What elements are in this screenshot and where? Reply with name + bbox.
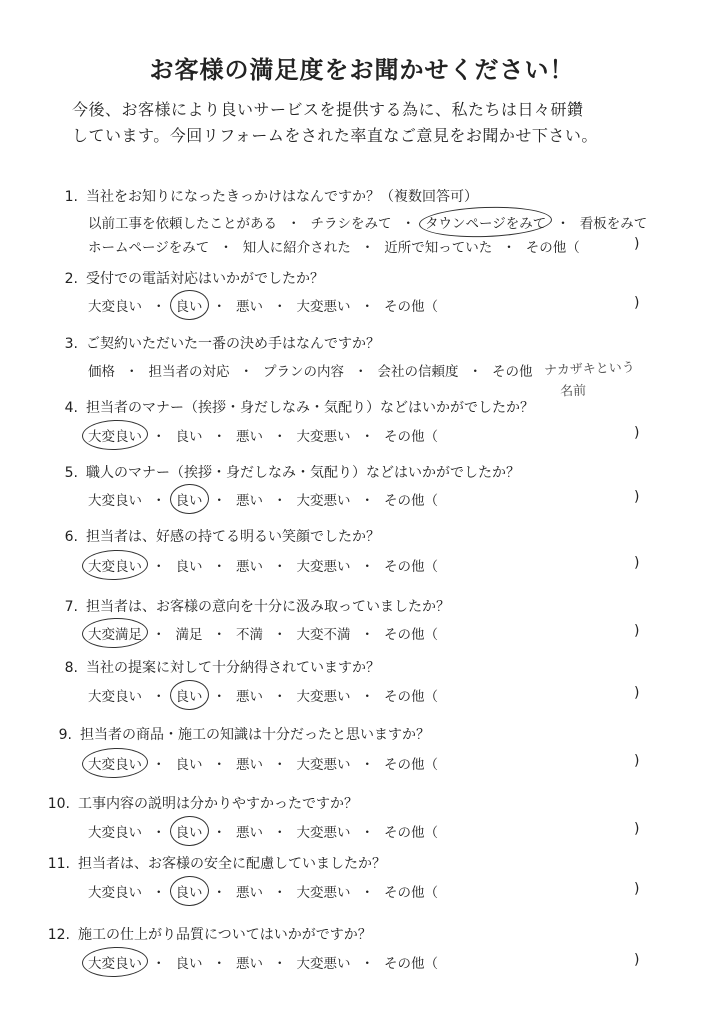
option-circled[interactable]: 大変良い [88, 425, 142, 445]
option-circled[interactable]: 良い [176, 881, 203, 901]
option[interactable]: 大変悪い [296, 689, 351, 705]
answer-row-q11: 大変良い ・ 良い ・ 悪い ・ 大変悪い ・ その他（ [88, 881, 438, 901]
page-title: お客様の満足度をお聞かせください！ [149, 56, 575, 84]
answer-row-q10: 大変良い ・ 良い ・ 悪い ・ 大変悪い ・ その他（ [88, 821, 438, 841]
option[interactable]: 大変良い [88, 493, 142, 509]
question-number: 7. [64, 599, 78, 615]
option[interactable]: 大変悪い [296, 885, 351, 901]
option[interactable]: 大変良い [88, 299, 142, 315]
question-number: 2. [64, 271, 78, 287]
option[interactable]: 悪い [236, 885, 263, 901]
option[interactable]: 大変悪い [296, 493, 351, 509]
answer-row-q2: 大変良い ・ 良い ・ 悪い ・ 大変悪い ・ その他（ [88, 295, 438, 315]
question-number: 3. [64, 336, 78, 352]
question-9 [52, 724, 430, 744]
option[interactable]: 悪い [236, 559, 263, 575]
answer-row-q1-line2: ホームページをみて ・ 知人に紹介された ・ 近所で知っていた ・ その他（ [88, 236, 580, 256]
answer-row-q4: 大変良い ・ 良い ・ 悪い ・ 大変悪い ・ その他（ [88, 425, 438, 445]
question-3 [58, 333, 380, 353]
question-text: 受付での電話対応はいかがでしたか？ [86, 271, 324, 287]
question-text: 担当者は、好感の持てる明るい笑顔でしたか？ [86, 529, 380, 545]
option[interactable]: その他（ [384, 689, 438, 705]
option[interactable]: 良い [175, 757, 203, 773]
option[interactable]: その他（ [525, 240, 580, 256]
option[interactable]: 大変悪い [296, 956, 351, 972]
option[interactable]: 大変悪い [296, 429, 351, 445]
option[interactable]: 悪い [236, 825, 263, 841]
option[interactable]: その他（ [384, 429, 438, 445]
option[interactable]: 悪い [236, 299, 263, 315]
close-paren: ) [634, 881, 640, 897]
option[interactable]: 価格 [88, 364, 115, 380]
question-8 [58, 657, 380, 677]
option[interactable]: 大変良い [88, 885, 142, 901]
option[interactable]: その他（ [384, 956, 438, 972]
option[interactable]: ホームページをみて [88, 240, 210, 256]
close-paren: ) [634, 753, 640, 769]
answer-row-q8: 大変良い ・ 良い ・ 悪い ・ 大変悪い ・ その他（ [88, 685, 438, 705]
option[interactable]: 大変悪い [296, 559, 351, 575]
answer-row-q7: 大変満足 ・ 満足 ・ 不満 ・ 大変不満 ・ その他（ [88, 623, 438, 643]
option[interactable]: 悪い [236, 956, 263, 972]
answer-row-q9: 大変良い ・ 良い ・ 悪い ・ 大変悪い ・ その他（ [88, 753, 438, 773]
option[interactable]: その他（ [384, 493, 438, 509]
answer-row-q6: 大変良い ・ 良い ・ 悪い ・ 大変悪い ・ その他（ [88, 555, 438, 575]
close-paren: ) [634, 295, 640, 311]
option-circled[interactable]: 良い [176, 295, 203, 315]
handwritten-note: ナカザキという [543, 360, 636, 379]
question-11 [40, 853, 386, 873]
option[interactable]: 大変悪い [296, 825, 351, 841]
option[interactable]: その他（ [384, 825, 438, 841]
close-paren: ) [634, 623, 640, 639]
option[interactable]: 大変悪い [296, 299, 351, 315]
question-text: 担当者は、お客様の安全に配慮していましたか？ [78, 856, 386, 872]
option[interactable]: 会社の信頼度 [377, 364, 459, 380]
answer-row-q1-line1: 以前工事を依頼したことがある ・ チラシをみて ・ タウンページをみて ・ 看板をみて [88, 212, 647, 232]
intro-line: 今後、お客様により良いサービスを提供する為に、私たちは日々研鑽 [72, 100, 584, 119]
option[interactable]: 近所で知っていた [384, 240, 493, 256]
option[interactable]: 大変悪い [296, 757, 351, 773]
question-2 [58, 268, 324, 288]
close-paren: ) [634, 685, 640, 701]
option[interactable]: 良い [175, 559, 203, 575]
question-text: 当社の提案に対して十分納得されていますか？ [86, 660, 380, 676]
question-number: 10. [47, 796, 70, 812]
question-number: 11. [47, 856, 70, 872]
question-text: 担当者のマナー（挨拶・身だしなみ・気配り）などはいかがでしたか？ [86, 400, 534, 416]
question-text: 施工の仕上がり品質についてはいかがですか？ [78, 927, 372, 943]
option[interactable]: 良い [175, 429, 203, 445]
question-text: 職人のマナー（挨拶・身だしなみ・気配り）などはいかがでしたか？ [86, 465, 520, 481]
question-text: 担当者の商品・施工の知識は十分だったと思いますか？ [80, 727, 430, 743]
option[interactable]: 看板をみて [579, 216, 648, 232]
option[interactable]: その他（ [384, 627, 438, 643]
option[interactable]: チラシをみて [310, 216, 392, 232]
close-paren: ) [634, 821, 640, 837]
option[interactable]: 大変良い [88, 825, 142, 841]
option[interactable]: 良い [175, 956, 203, 972]
question-number: 4. [64, 400, 78, 416]
intro-line: しています。今回リフォームをされた率直なご意見をお聞かせ下さい。 [72, 126, 598, 145]
question-12 [40, 924, 372, 944]
close-paren: ) [634, 555, 640, 571]
close-paren: ) [634, 489, 640, 505]
option-circled[interactable]: 良い [176, 821, 203, 841]
answer-row-q5: 大変良い ・ 良い ・ 悪い ・ 大変悪い ・ その他（ [88, 489, 438, 509]
question-number: 5. [64, 465, 78, 481]
handwritten-note: 名前 [559, 383, 587, 400]
option[interactable]: 大変不満 [296, 627, 351, 643]
question-4 [58, 397, 534, 417]
option-circled[interactable]: 大変満足 [88, 623, 142, 643]
question-number: 8. [64, 660, 78, 676]
option[interactable]: 担当者の対応 [148, 364, 230, 380]
option[interactable]: 満足 [175, 627, 203, 643]
option[interactable]: プランの内容 [263, 364, 344, 380]
option[interactable]: その他（ [384, 757, 438, 773]
close-paren: ) [634, 425, 640, 441]
question-text: 当社をお知りになったきっかけはなんですか？（複数回答可） [86, 189, 478, 205]
question-number: 12. [47, 927, 70, 943]
question-number: 9. [58, 727, 72, 743]
option[interactable]: 悪い [236, 689, 263, 705]
option[interactable]: 知人に紹介された [242, 240, 351, 256]
question-text: 工事内容の説明は分かりやすかったですか？ [78, 796, 358, 812]
question-text: ご契約いただいた一番の決め手はなんですか？ [86, 336, 380, 352]
question-number: 1. [64, 189, 78, 205]
option[interactable]: その他（ [384, 559, 438, 575]
option[interactable]: 不満 [236, 627, 263, 643]
option-circled[interactable]: 良い [176, 685, 203, 705]
question-text: 担当者は、お客様の意向を十分に汲み取っていましたか？ [86, 599, 450, 615]
option[interactable]: 悪い [236, 757, 263, 773]
option[interactable]: その他 [492, 364, 533, 380]
close-paren: ) [634, 952, 640, 968]
option[interactable]: その他（ [384, 885, 438, 901]
question-10 [40, 793, 358, 813]
question-7 [58, 596, 450, 616]
answer-row-q12: 大変良い ・ 良い ・ 悪い ・ 大変悪い ・ その他（ [88, 952, 438, 972]
option-circled[interactable]: 良い [176, 489, 203, 509]
option[interactable]: 以前工事を依頼したことがある [88, 216, 277, 232]
question-6 [58, 526, 380, 546]
option[interactable]: 悪い [236, 493, 263, 509]
close-paren: ) [634, 236, 640, 252]
option-circled[interactable]: タウンページをみて [425, 212, 546, 232]
option-circled[interactable]: 大変良い [88, 753, 142, 773]
question-number: 6. [64, 529, 78, 545]
option-circled[interactable]: 大変良い [88, 555, 142, 575]
option[interactable]: その他（ [384, 299, 438, 315]
intro-text [72, 97, 672, 149]
option[interactable]: 悪い [236, 429, 263, 445]
question-5 [58, 462, 520, 482]
question-1 [58, 186, 478, 206]
option-circled[interactable]: 大変良い [88, 952, 142, 972]
option[interactable]: 大変良い [88, 689, 142, 705]
answer-row-q3: 価格 ・ 担当者の対応 ・ プランの内容 ・ 会社の信頼度 ・ その他 [88, 360, 533, 380]
